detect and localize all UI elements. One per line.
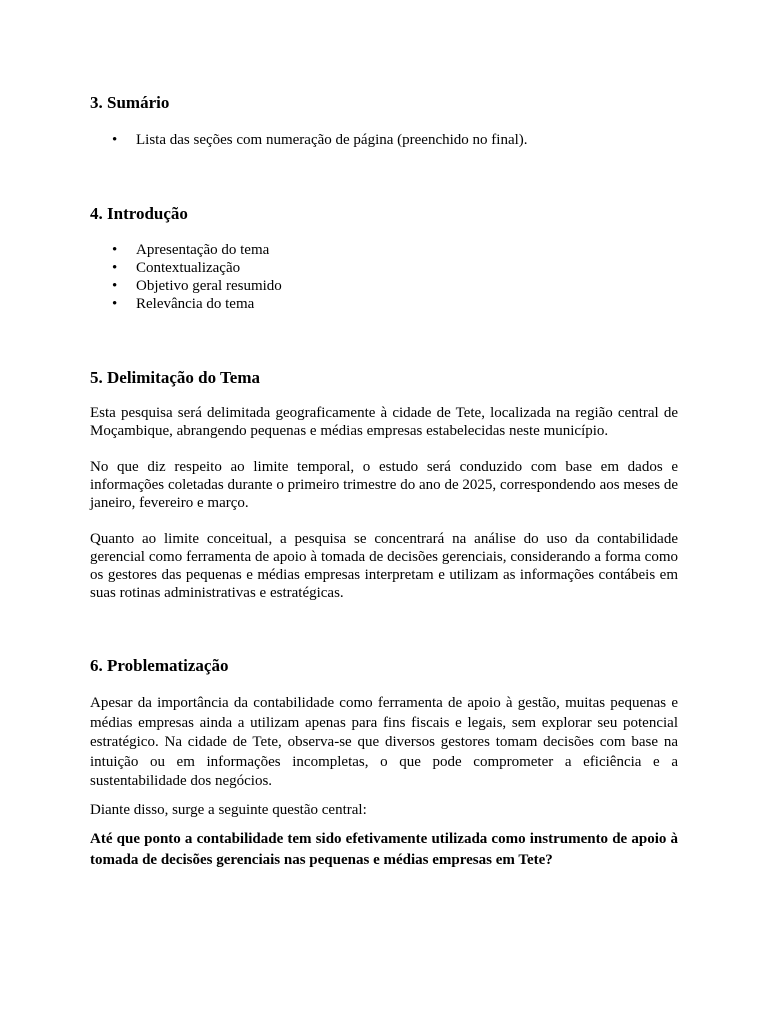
section-heading-delimitacao: 5. Delimitação do Tema: [90, 368, 260, 387]
list-item: • Contextualização: [90, 259, 678, 277]
delimitacao-paragraph-geografico: Esta pesquisa será delimitada geograficamente à cidade de Tete, localizada na região central de Moçambique, abrangendo pequenas e médias empresas estabelecidas neste município.: [90, 405, 678, 439]
list-item: • Apresentação do tema: [90, 241, 678, 259]
section-heading-problematizacao: 6. Problematização: [90, 656, 229, 675]
problematizacao-paragraph-contexto: Apesar da importância da contabilidade como ferramenta de apoio à gestão, muitas pequenas e médias empresas ainda a utilizam apenas para fins fiscais e legais, sem explorar seu potencial estratégico. Na cidade de Tete, observa-se que diversos gestores tomam decisões com base na intuição ou em informações incompletas, o que pode comprometer a eficiência e a sustentabilidade dos negócios.: [90, 695, 678, 789]
section-heading-introducao: 4. Introdução: [90, 204, 188, 223]
list-item: • Objetivo geral resumido: [90, 277, 678, 295]
delimitacao-paragraph-conceitual: Quanto ao limite conceitual, a pesquisa se concentrará na análise do uso da contabilidade gerencial como ferramenta de apoio à tomada de decisões gerenciais, considerando a forma como os gestores das pequenas e médias empresas interpretam e utilizam as informações contábeis em suas rotinas administrativas e estratégicas.: [90, 531, 678, 601]
sumario-bullet-list: [90, 131, 678, 149]
problematizacao-paragraph-intro-questao: Diante disso, surge a seguinte questão central:: [90, 802, 367, 818]
list-item: • Lista das seções com numeração de página (preenchido no final).: [90, 131, 678, 149]
introducao-bullet-list: [90, 241, 678, 313]
list-item: • Relevância do tema: [90, 295, 678, 313]
section-heading-sumario: 3. Sumário: [90, 93, 170, 112]
delimitacao-paragraph-temporal: No que diz respeito ao limite temporal, o estudo será conduzido com base em dados e informações coletadas durante o primeiro trimestre do ano de 2025, correspondendo aos meses de janeiro, fevereiro e março.: [90, 459, 678, 511]
research-question: Até que ponto a contabilidade tem sido efetivamente utilizada como instrumento de apoio à tomada de decisões gerenciais nas pequenas e médias empresas em Tete?: [90, 831, 678, 868]
